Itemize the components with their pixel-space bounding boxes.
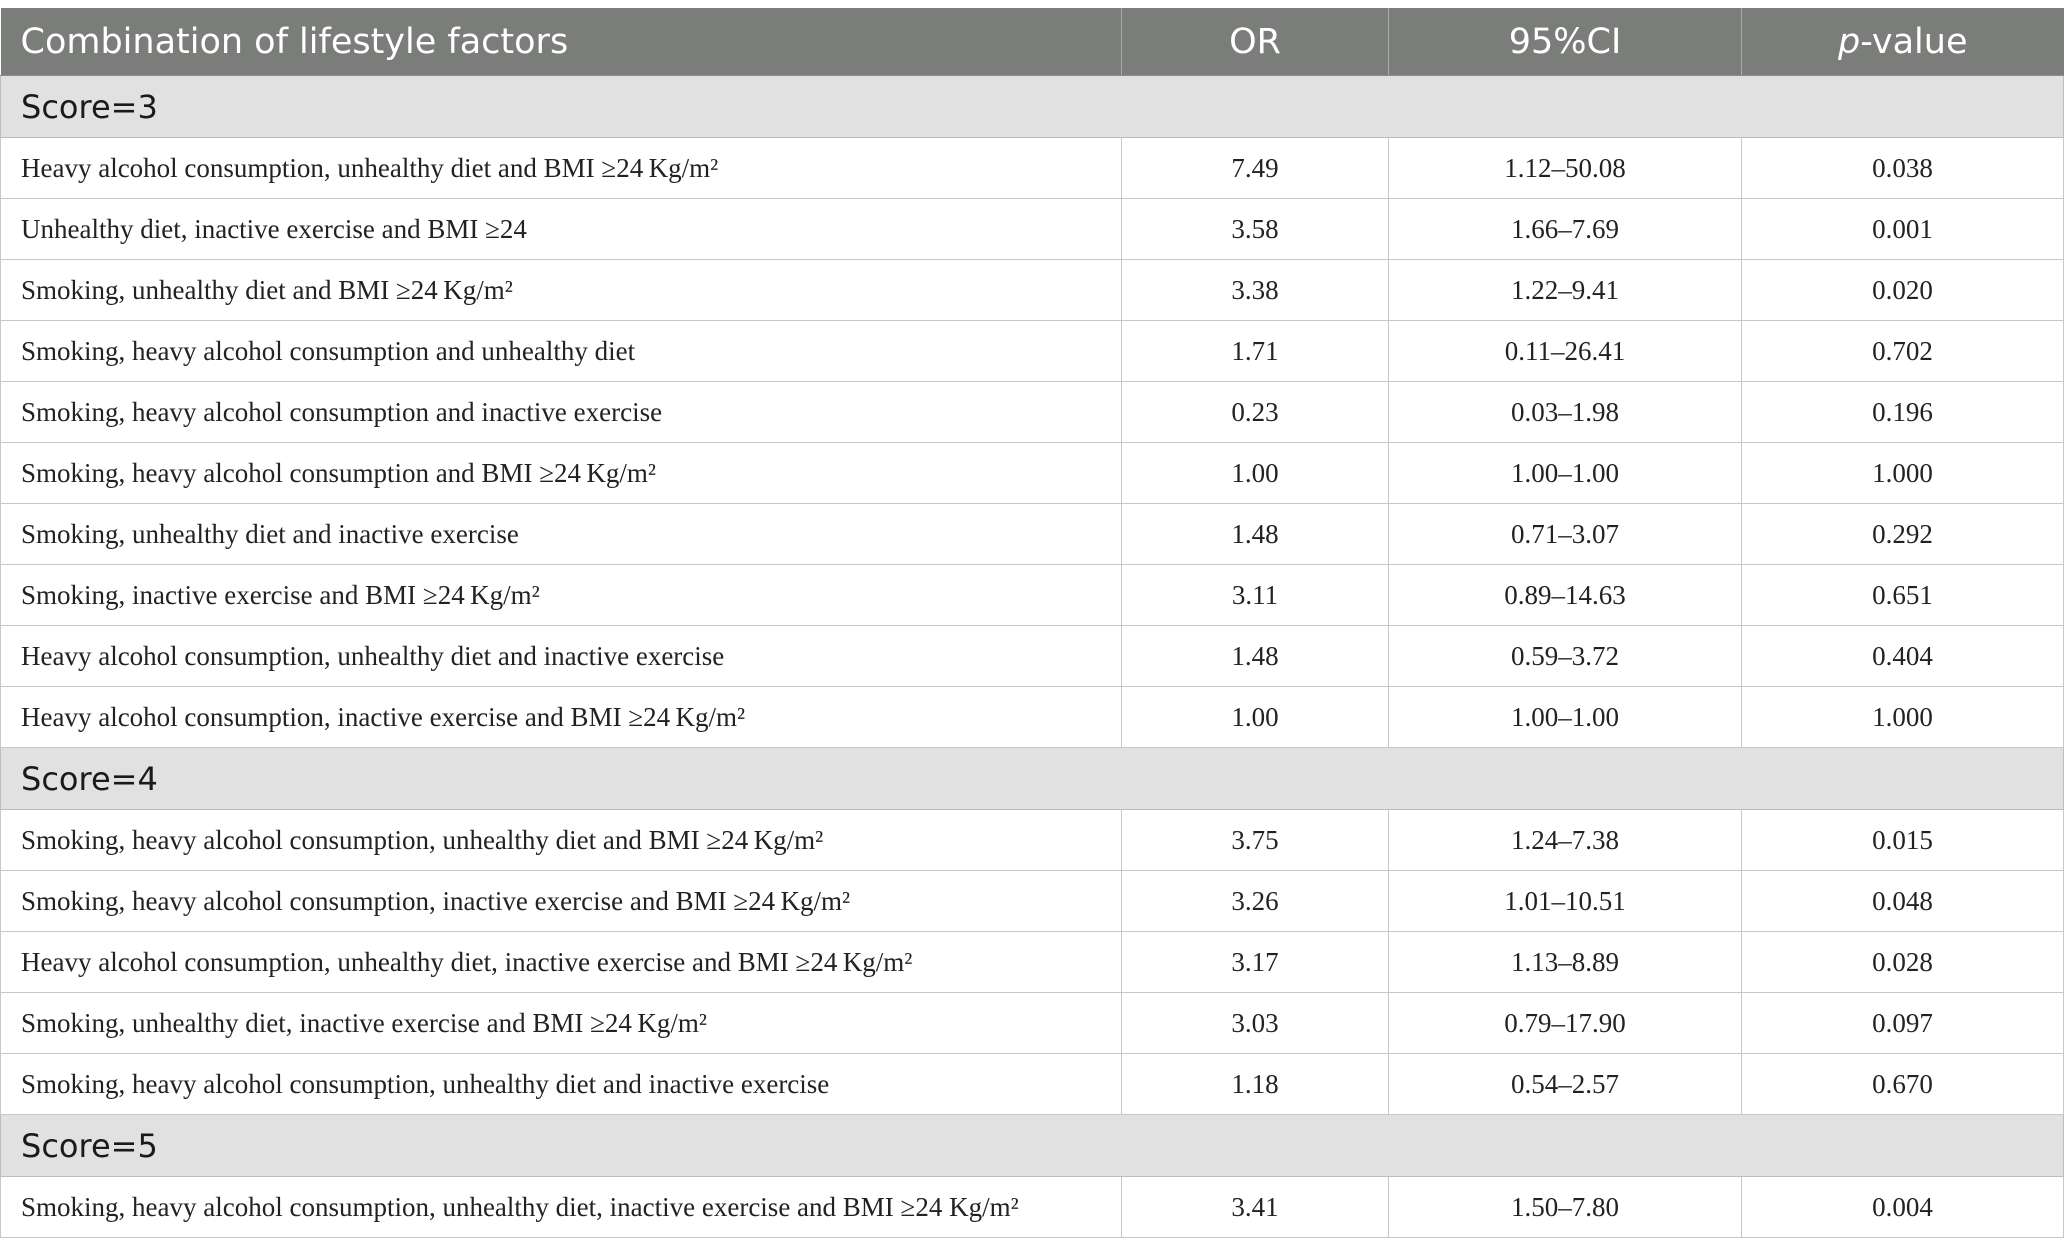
p-value-cell: 0.702 xyxy=(1742,321,2064,382)
p-value-cell: 0.004 xyxy=(1742,1177,2064,1238)
combination-cell: Smoking, unhealthy diet, inactive exercise and BMI ≥24 Kg/m² xyxy=(1,993,1122,1054)
lifestyle-factors-table xyxy=(0,8,2064,1238)
table-row xyxy=(1,504,2064,565)
table-row xyxy=(1,260,2064,321)
or-cell: 3.58 xyxy=(1122,199,1389,260)
header-ci: 95%CI xyxy=(1389,8,1742,76)
header-p-rest: -value xyxy=(1860,21,1968,62)
header-or: OR xyxy=(1122,8,1389,76)
table-row xyxy=(1,443,2064,504)
or-cell: 3.11 xyxy=(1122,565,1389,626)
combination-cell: Heavy alcohol consumption, unhealthy diet and BMI ≥24 Kg/m² xyxy=(1,138,1122,199)
or-cell: 1.48 xyxy=(1122,504,1389,565)
combination-cell: Smoking, heavy alcohol consumption, unhealthy diet and BMI ≥24 Kg/m² xyxy=(1,810,1122,871)
table-row xyxy=(1,993,2064,1054)
p-value-cell: 1.000 xyxy=(1742,687,2064,748)
or-cell: 3.75 xyxy=(1122,810,1389,871)
p-value-cell: 0.404 xyxy=(1742,626,2064,687)
ci-cell: 0.11–26.41 xyxy=(1389,321,1742,382)
section-title: Score=5 xyxy=(1,1115,2064,1177)
table-header xyxy=(1,8,2064,76)
table-row xyxy=(1,687,2064,748)
ci-cell: 1.22–9.41 xyxy=(1389,260,1742,321)
combination-cell: Smoking, heavy alcohol consumption, unhealthy diet and inactive exercise xyxy=(1,1054,1122,1115)
header-row xyxy=(1,8,2064,76)
combination-cell: Heavy alcohol consumption, unhealthy diet, inactive exercise and BMI ≥24 Kg/m² xyxy=(1,932,1122,993)
combination-cell: Smoking, heavy alcohol consumption, unhealthy diet, inactive exercise and BMI ≥24 Kg/m² xyxy=(1,1177,1122,1238)
p-value-cell: 0.001 xyxy=(1742,199,2064,260)
table-row xyxy=(1,626,2064,687)
combination-cell: Heavy alcohol consumption, inactive exercise and BMI ≥24 Kg/m² xyxy=(1,687,1122,748)
table-row xyxy=(1,199,2064,260)
ci-cell: 1.01–10.51 xyxy=(1389,871,1742,932)
section-title: Score=4 xyxy=(1,748,2064,810)
p-value-cell: 0.651 xyxy=(1742,565,2064,626)
combination-cell: Smoking, heavy alcohol consumption, inactive exercise and BMI ≥24 Kg/m² xyxy=(1,871,1122,932)
ci-cell: 1.66–7.69 xyxy=(1389,199,1742,260)
header-combination: Combination of lifestyle factors xyxy=(1,8,1122,76)
combination-cell: Smoking, inactive exercise and BMI ≥24 Kg/m² xyxy=(1,565,1122,626)
or-cell: 1.48 xyxy=(1122,626,1389,687)
ci-cell: 1.24–7.38 xyxy=(1389,810,1742,871)
ci-cell: 0.79–17.90 xyxy=(1389,993,1742,1054)
ci-cell: 1.12–50.08 xyxy=(1389,138,1742,199)
p-value-cell: 0.015 xyxy=(1742,810,2064,871)
ci-cell: 1.00–1.00 xyxy=(1389,687,1742,748)
combination-cell: Unhealthy diet, inactive exercise and BMI ≥24 xyxy=(1,199,1122,260)
or-cell: 1.00 xyxy=(1122,687,1389,748)
combination-cell: Smoking, heavy alcohol consumption and BMI ≥24 Kg/m² xyxy=(1,443,1122,504)
combination-cell: Smoking, unhealthy diet and inactive exercise xyxy=(1,504,1122,565)
or-cell: 3.17 xyxy=(1122,932,1389,993)
table-row xyxy=(1,1054,2064,1115)
ci-cell: 0.59–3.72 xyxy=(1389,626,1742,687)
ci-cell: 0.03–1.98 xyxy=(1389,382,1742,443)
or-cell: 1.71 xyxy=(1122,321,1389,382)
or-cell: 1.18 xyxy=(1122,1054,1389,1115)
table-row xyxy=(1,321,2064,382)
combination-cell: Smoking, heavy alcohol consumption and inactive exercise xyxy=(1,382,1122,443)
or-cell: 3.38 xyxy=(1122,260,1389,321)
combination-cell: Smoking, heavy alcohol consumption and unhealthy diet xyxy=(1,321,1122,382)
ci-cell: 0.89–14.63 xyxy=(1389,565,1742,626)
ci-cell: 1.00–1.00 xyxy=(1389,443,1742,504)
p-value-cell: 0.048 xyxy=(1742,871,2064,932)
table-row xyxy=(1,871,2064,932)
p-value-cell: 0.670 xyxy=(1742,1054,2064,1115)
table-row xyxy=(1,138,2064,199)
or-cell: 3.26 xyxy=(1122,871,1389,932)
or-cell: 1.00 xyxy=(1122,443,1389,504)
ci-cell: 1.13–8.89 xyxy=(1389,932,1742,993)
table-row xyxy=(1,1177,2064,1238)
header-p-italic: p xyxy=(1837,21,1861,62)
section-title: Score=3 xyxy=(1,76,2064,138)
section-row xyxy=(1,1115,2064,1177)
table-row xyxy=(1,565,2064,626)
p-value-cell: 0.292 xyxy=(1742,504,2064,565)
p-value-cell: 0.020 xyxy=(1742,260,2064,321)
combination-cell: Heavy alcohol consumption, unhealthy diet and inactive exercise xyxy=(1,626,1122,687)
p-value-cell: 1.000 xyxy=(1742,443,2064,504)
p-value-cell: 0.196 xyxy=(1742,382,2064,443)
ci-cell: 0.54–2.57 xyxy=(1389,1054,1742,1115)
combination-cell: Smoking, unhealthy diet and BMI ≥24 Kg/m² xyxy=(1,260,1122,321)
or-cell: 7.49 xyxy=(1122,138,1389,199)
table-container xyxy=(0,8,2064,1238)
table-row xyxy=(1,810,2064,871)
table-row xyxy=(1,382,2064,443)
ci-cell: 0.71–3.07 xyxy=(1389,504,1742,565)
p-value-cell: 0.038 xyxy=(1742,138,2064,199)
table-row xyxy=(1,932,2064,993)
ci-cell: 1.50–7.80 xyxy=(1389,1177,1742,1238)
or-cell: 3.03 xyxy=(1122,993,1389,1054)
p-value-cell: 0.028 xyxy=(1742,932,2064,993)
header-p-value xyxy=(1742,8,2064,76)
section-row xyxy=(1,76,2064,138)
or-cell: 3.41 xyxy=(1122,1177,1389,1238)
or-cell: 0.23 xyxy=(1122,382,1389,443)
table-body xyxy=(1,76,2064,1238)
p-value-cell: 0.097 xyxy=(1742,993,2064,1054)
section-row xyxy=(1,748,2064,810)
